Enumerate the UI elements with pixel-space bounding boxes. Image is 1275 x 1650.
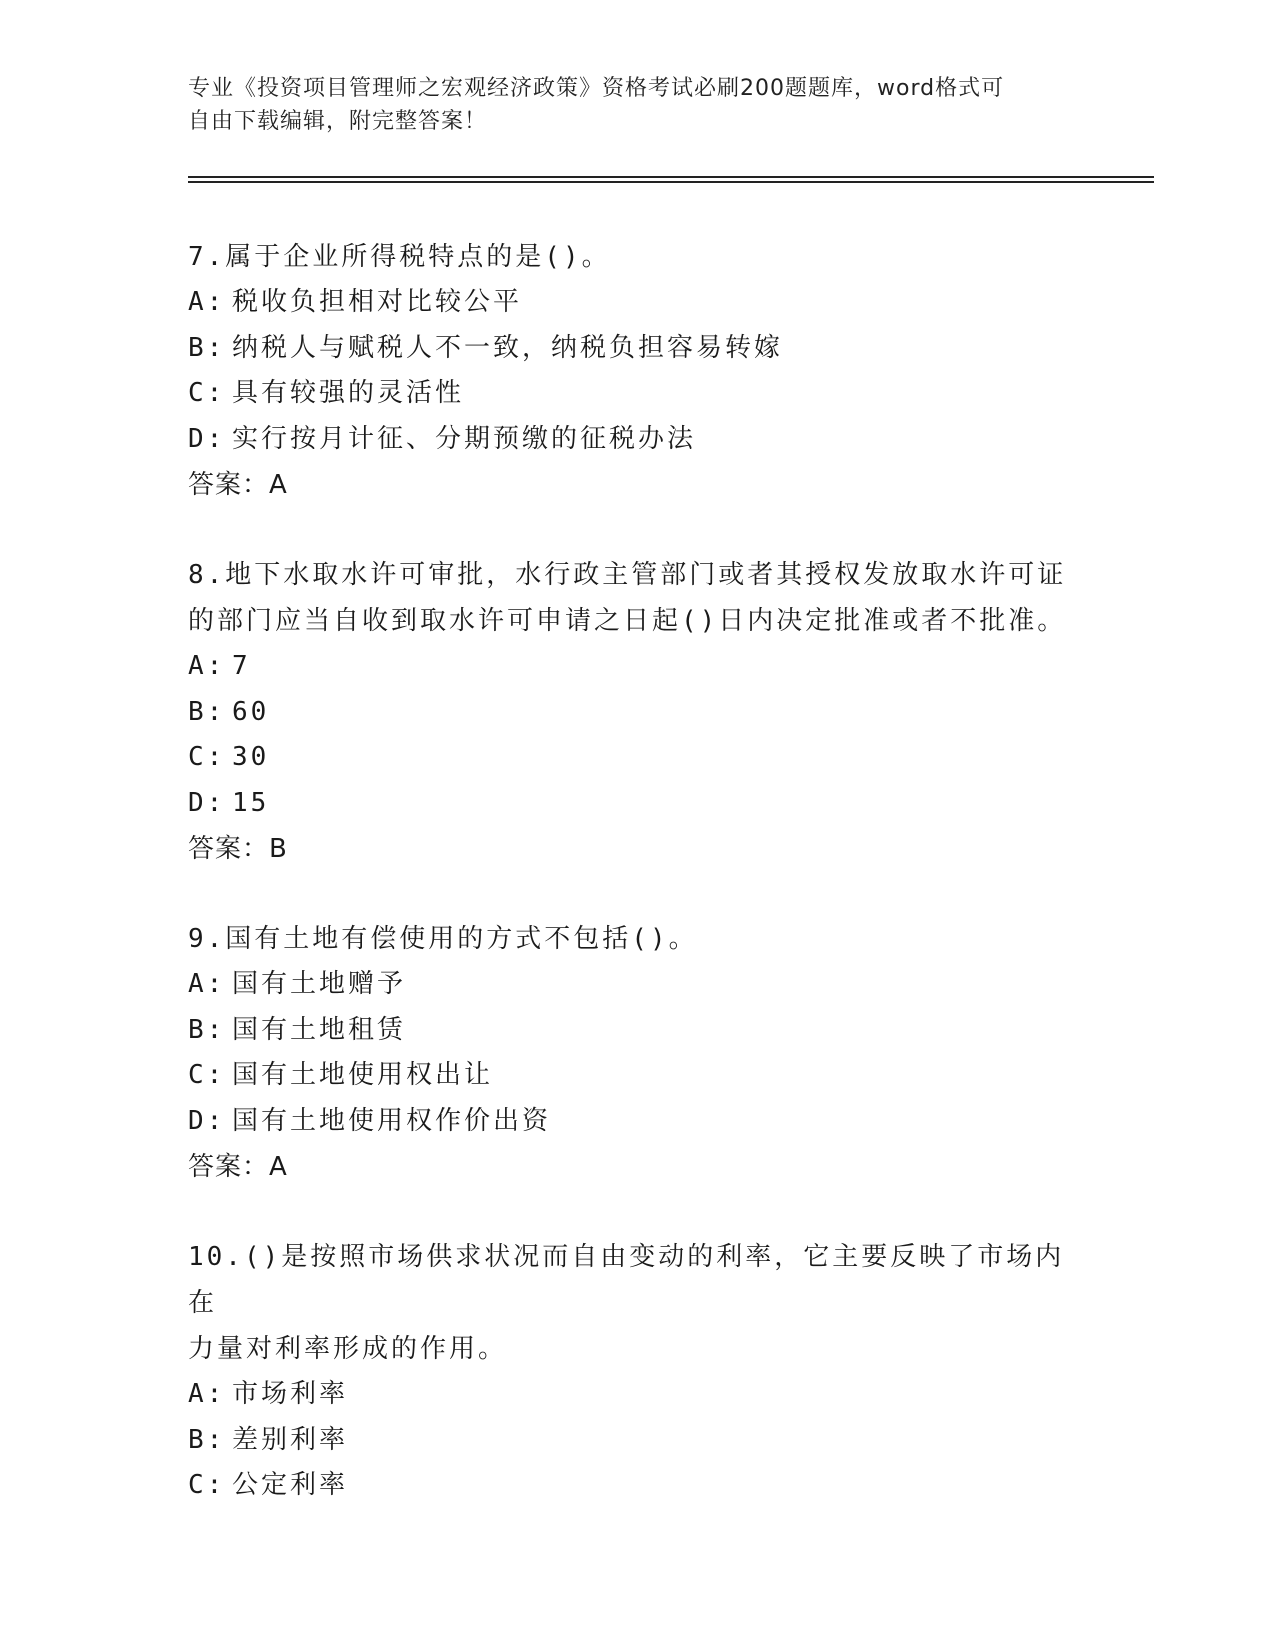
- question-stem-line-1: 10.()是按照市场供求状况而自由变动的利率，它主要反映了市场内在: [188, 1242, 1065, 1318]
- answer: 答案：B: [188, 834, 288, 864]
- option-c: [188, 371, 1088, 417]
- option-text: 国有土地租赁: [232, 1014, 407, 1045]
- answer: 答案：A: [188, 1152, 288, 1182]
- question-stem: 7.属于企业所得税特点的是()。: [188, 242, 611, 272]
- document-header: [188, 72, 1088, 138]
- option-key: B:: [188, 332, 226, 363]
- option-key: D:: [188, 1105, 226, 1136]
- option-key: B:: [188, 696, 226, 727]
- option-text: 实行按月计征、分期预缴的征税办法: [232, 423, 697, 454]
- option-key: C:: [188, 378, 226, 408]
- option-text: 纳税人与赋税人不一致，纳税负担容易转嫁: [232, 332, 784, 363]
- option-key: A:: [188, 1379, 226, 1409]
- option-text: 国有土地使用权出让: [232, 1060, 494, 1090]
- spacer: [188, 872, 1088, 916]
- option-key: D:: [188, 423, 226, 454]
- option-key: C:: [188, 742, 226, 772]
- option-c: [188, 1463, 1088, 1509]
- question-stem-line-1: 8.地下水取水许可审批，水行政主管部门或者其授权发放取水许可证: [188, 560, 1067, 590]
- question-stem-line-2: 的部门应当自收到取水许可申请之日起()日内决定批准或者不批准。: [188, 606, 1067, 636]
- question-8: [188, 552, 1088, 872]
- header-line-1: 专业《投资项目管理师之宏观经济政策》资格考试必刷200题题库，word格式可: [188, 76, 1005, 101]
- option-d: [188, 417, 1088, 463]
- option-d: [188, 781, 1088, 827]
- question-stem-line-2: 力量对利率形成的作用。: [188, 1334, 508, 1364]
- question-stem: 9.国有土地有偿使用的方式不包括()。: [188, 924, 698, 954]
- question-10: [188, 1234, 1088, 1509]
- option-key: A:: [188, 651, 226, 681]
- answer: 答案：A: [188, 470, 288, 500]
- option-text: 市场利率: [232, 1379, 349, 1409]
- option-text: 税收负担相对比较公平: [232, 287, 523, 317]
- option-text: 30: [232, 742, 270, 772]
- option-text: 60: [232, 696, 270, 727]
- option-key: B:: [188, 1014, 226, 1045]
- question-7: [188, 234, 1088, 508]
- option-key: B:: [188, 1424, 226, 1455]
- question-list: [188, 234, 1088, 1509]
- option-text: 7: [232, 651, 251, 681]
- header-divider: [188, 176, 1154, 178]
- header-divider-secondary: [188, 181, 1154, 183]
- option-text: 国有土地使用权作价出资: [232, 1105, 552, 1136]
- option-text: 公定利率: [232, 1470, 349, 1500]
- option-b: [188, 326, 1088, 372]
- header-line-2: 自由下载编辑，附完整答案！: [188, 109, 488, 134]
- spacer: [188, 508, 1088, 552]
- option-b: [188, 1418, 1088, 1464]
- option-text: 15: [232, 787, 270, 818]
- option-d: [188, 1099, 1088, 1145]
- spacer: [188, 1190, 1088, 1234]
- option-c: [188, 1053, 1088, 1099]
- option-b: [188, 1008, 1088, 1054]
- option-key: A:: [188, 287, 226, 317]
- option-text: 国有土地赠予: [232, 969, 407, 999]
- option-key: D:: [188, 787, 226, 818]
- option-key: C:: [188, 1470, 226, 1500]
- option-text: 具有较强的灵活性: [232, 378, 465, 408]
- question-9: [188, 916, 1088, 1190]
- option-a: [188, 962, 1088, 1008]
- option-a: [188, 280, 1088, 326]
- option-b: [188, 690, 1088, 736]
- option-a: [188, 1372, 1088, 1418]
- option-a: [188, 644, 1088, 690]
- option-c: [188, 735, 1088, 781]
- option-text: 差别利率: [232, 1424, 349, 1455]
- option-key: A:: [188, 969, 226, 999]
- option-key: C:: [188, 1060, 226, 1090]
